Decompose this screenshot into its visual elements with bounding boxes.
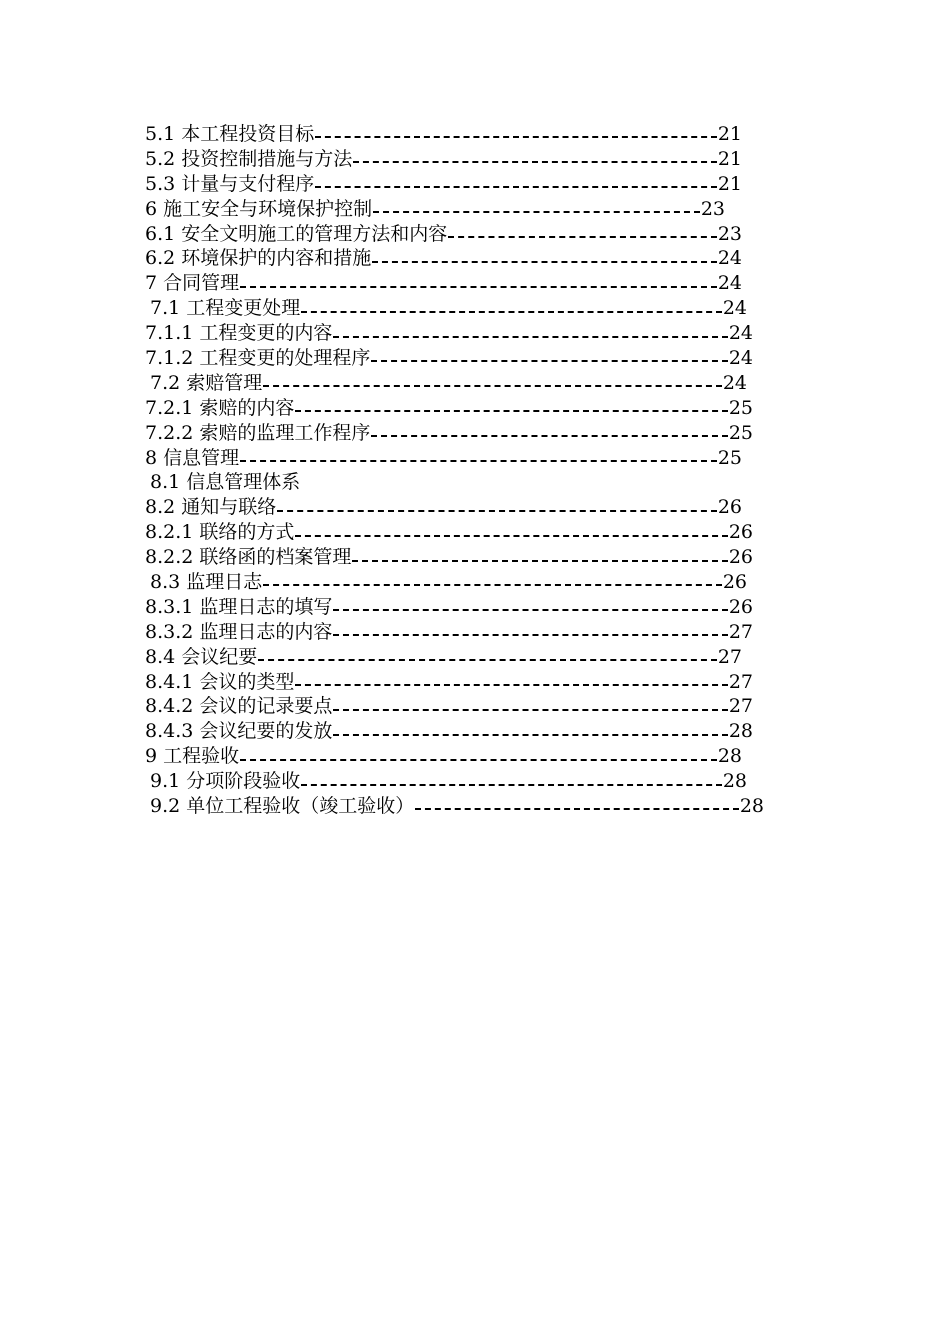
- toc-leader-dots: [240, 759, 717, 761]
- toc-page-number: 21: [717, 147, 742, 170]
- toc-entry: [0, 421, 950, 446]
- toc-leader-dots: [371, 435, 727, 437]
- toc-entry: [0, 271, 950, 296]
- toc-entry-label: 8.4.1 会议的类型: [145, 670, 295, 693]
- toc-entry: [0, 744, 950, 769]
- toc-leader-dots: [315, 136, 717, 138]
- toc-leader-dots: [333, 709, 727, 711]
- toc-entry-label: 7.2 索赔管理: [150, 371, 263, 394]
- toc-entry-label: 6.2 环境保护的内容和措施: [145, 247, 372, 270]
- toc-page-number: 24: [717, 272, 742, 295]
- toc-entry-label: 8.4.3 会议纪要的发放: [145, 720, 333, 743]
- toc-page-number: 23: [717, 222, 742, 245]
- toc-page-number: 24: [722, 297, 747, 320]
- toc-entry-label: 9.1 分项阶段验收: [150, 770, 301, 793]
- toc-entry-label: 8.2.2 联络函的档案管理: [145, 546, 352, 569]
- toc-page-number: 25: [728, 421, 753, 444]
- toc-entry: [0, 520, 950, 545]
- toc-entry-label: 8.4 会议纪要: [145, 645, 258, 668]
- toc-entry-label: 8.4.2 会议的记录要点: [145, 695, 333, 718]
- toc-entry: [0, 446, 950, 471]
- toc-entry-label: 8 信息管理: [145, 446, 240, 469]
- toc-page-number: 26: [728, 595, 753, 618]
- toc-entry-label: 8.3.2 监理日志的内容: [145, 620, 333, 643]
- toc-entry: [0, 545, 950, 570]
- toc-page-number: 26: [728, 546, 753, 569]
- toc-entry: [0, 470, 950, 495]
- toc-page-number: 24: [728, 322, 753, 345]
- toc-entry: [0, 719, 950, 744]
- toc-entry: [0, 296, 950, 321]
- toc-entry-label: 5.1 本工程投资目标: [145, 123, 315, 145]
- toc-page-number: 23: [700, 197, 725, 220]
- toc-entry: [0, 197, 950, 222]
- toc-entry: [0, 645, 950, 670]
- toc-entry: [0, 346, 950, 371]
- toc-entry: [0, 570, 950, 595]
- toc-entry: [0, 794, 950, 819]
- toc-entry-label: 9.2 单位工程验收（竣工验收）: [150, 795, 415, 818]
- toc-leader-dots: [372, 261, 717, 263]
- toc-entry: [0, 396, 950, 421]
- toc-entry-label: 5.2 投资控制措施与方法: [145, 147, 353, 170]
- toc-leader-dots: [315, 186, 717, 188]
- toc-page-number: 28: [722, 770, 747, 793]
- toc-entry: [0, 694, 950, 719]
- toc-leader-dots: [295, 410, 727, 412]
- toc-entry: [0, 371, 950, 396]
- toc-leader-dots: [415, 808, 739, 810]
- toc-page-number: 25: [717, 446, 742, 469]
- toc-page-number: 27: [728, 620, 753, 643]
- toc-entry-label: 5.3 计量与支付程序: [145, 172, 315, 195]
- toc-entry-label: 9 工程验收: [145, 745, 240, 768]
- table-of-contents: [0, 122, 950, 819]
- toc-entry: [0, 246, 950, 271]
- toc-entry-label: 8.2.1 联络的方式: [145, 521, 295, 544]
- toc-page-number: 27: [728, 670, 753, 693]
- toc-page-number: 28: [728, 720, 753, 743]
- toc-entry-label: 8.2 通知与联络: [145, 496, 277, 519]
- toc-entry-label: 7.1 工程变更处理: [150, 297, 301, 320]
- toc-leader-dots: [295, 684, 727, 686]
- toc-page-number: 26: [728, 521, 753, 544]
- toc-leader-dots: [240, 286, 717, 288]
- toc-entry: [0, 321, 950, 346]
- toc-page-number: 25: [728, 396, 753, 419]
- toc-page-number: 24: [728, 347, 753, 370]
- toc-leader-dots: [448, 236, 717, 238]
- toc-leader-dots: [333, 609, 727, 611]
- toc-leader-dots: [301, 784, 722, 786]
- toc-leader-dots: [373, 211, 700, 213]
- toc-leader-dots: [371, 360, 727, 362]
- toc-page-number: 28: [717, 745, 742, 768]
- toc-leader-dots: [353, 161, 717, 163]
- toc-page-number: 26: [722, 571, 747, 594]
- toc-entry-label: 7.2.2 索赔的监理工作程序: [145, 421, 371, 444]
- toc-entry-label: 7 合同管理: [145, 272, 240, 295]
- toc-entry-label: 6 施工安全与环境保护控制: [145, 197, 373, 220]
- toc-entry: [0, 222, 950, 247]
- toc-entry-label: 8.3.1 监理日志的填写: [145, 595, 333, 618]
- toc-leader-dots: [263, 385, 722, 387]
- toc-entry-label: 8.3 监理日志: [150, 571, 263, 594]
- toc-entry-label: 8.1 信息管理体系: [150, 471, 301, 494]
- toc-leader-dots: [333, 634, 727, 636]
- toc-entry: [0, 670, 950, 695]
- toc-page-number: 26: [717, 496, 742, 519]
- toc-leader-dots: [301, 311, 722, 313]
- toc-entry: [0, 172, 950, 197]
- toc-entry: [0, 147, 950, 172]
- toc-page-number: 27: [717, 645, 742, 668]
- toc-leader-dots: [295, 535, 727, 537]
- toc-entry: [0, 122, 950, 147]
- toc-leader-dots: [258, 659, 717, 661]
- toc-entry-label: 6.1 安全文明施工的管理方法和内容: [145, 222, 448, 245]
- toc-entry: [0, 595, 950, 620]
- toc-entry-label: 7.1.1 工程变更的内容: [145, 322, 333, 345]
- toc-page-number: 24: [717, 247, 742, 270]
- toc-page-number: 24: [722, 371, 747, 394]
- toc-entry: [0, 620, 950, 645]
- toc-entry-label: 7.1.2 工程变更的处理程序: [145, 347, 371, 370]
- toc-leader-dots: [277, 510, 717, 512]
- toc-entry: [0, 769, 950, 794]
- toc-leader-dots: [333, 734, 727, 736]
- toc-page-number: 21: [717, 123, 742, 145]
- toc-leader-dots: [333, 336, 727, 338]
- toc-page-number: 28: [739, 795, 764, 818]
- toc-entry: [0, 495, 950, 520]
- toc-entry-label: 7.2.1 索赔的内容: [145, 396, 295, 419]
- toc-page-number: 27: [728, 695, 753, 718]
- toc-leader-dots: [352, 560, 727, 562]
- toc-leader-dots: [240, 460, 717, 462]
- toc-page-number: 21: [717, 172, 742, 195]
- toc-leader-dots: [263, 584, 722, 586]
